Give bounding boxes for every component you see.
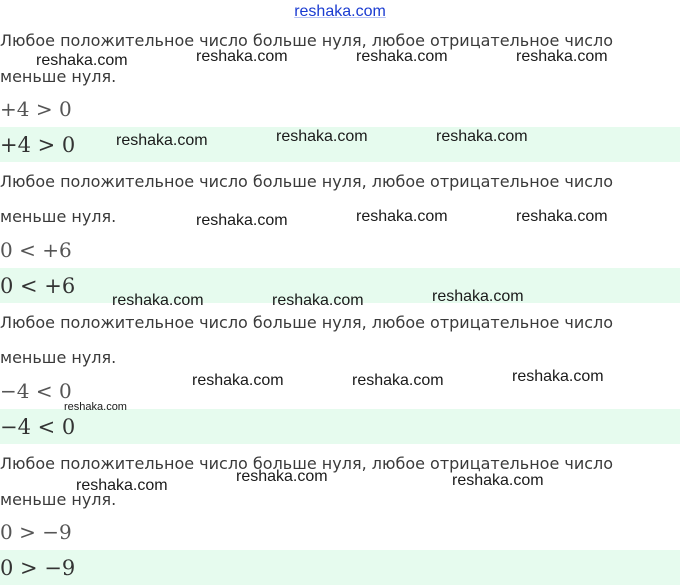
watermark: reshaka.com <box>236 468 328 485</box>
answer-expression: 0 < +6 <box>0 274 76 298</box>
watermark: reshaka.com <box>196 48 288 65</box>
rule-text-line-2: меньше нуля. <box>0 490 117 509</box>
answer-band <box>0 409 680 444</box>
watermark: reshaka.com <box>196 212 288 229</box>
watermark: reshaka.com <box>436 128 528 145</box>
rule-text-line-1: Любое положительное число больше нуля, любое отрицательное число <box>0 31 614 50</box>
watermark: reshaka.com <box>76 477 168 494</box>
expression: 0 < +6 <box>0 238 72 262</box>
answer-band <box>0 550 680 585</box>
rule-text-line-1: Любое положительное число больше нуля, любое отрицательное число <box>0 313 614 332</box>
site-header[interactable] <box>0 0 680 24</box>
watermark: reshaka.com <box>276 128 368 145</box>
expression: +4 > 0 <box>0 97 72 121</box>
watermark: reshaka.com <box>356 48 448 65</box>
rule-text-line-2: меньше нуля. <box>0 207 117 226</box>
watermark: reshaka.com <box>116 132 208 149</box>
rule-text-line-1: Любое положительное число больше нуля, любое отрицательное число <box>0 172 614 191</box>
watermark-small: reshaka.com <box>64 401 127 413</box>
answer-expression: −4 < 0 <box>0 415 76 439</box>
watermark: reshaka.com <box>516 208 608 225</box>
watermark: reshaka.com <box>192 372 284 389</box>
watermark: reshaka.com <box>272 292 364 309</box>
rule-text-line-2: меньше нуля. <box>0 348 117 367</box>
watermark: reshaka.com <box>452 472 544 489</box>
watermark: reshaka.com <box>432 288 524 305</box>
watermark: reshaka.com <box>352 372 444 389</box>
watermark: reshaka.com <box>512 368 604 385</box>
watermark: reshaka.com <box>36 52 128 69</box>
rule-text-line-1: Любое положительное число больше нуля, любое отрицательное число <box>0 454 614 473</box>
expression: 0 > −9 <box>0 520 72 544</box>
watermark: reshaka.com <box>516 48 608 65</box>
answer-expression: 0 > −9 <box>0 556 76 580</box>
watermark: reshaka.com <box>356 208 448 225</box>
site-link[interactable]: reshaka.com <box>294 3 386 20</box>
answer-expression: +4 > 0 <box>0 133 76 157</box>
watermark: reshaka.com <box>112 292 204 309</box>
rule-text-line-2: меньше нуля. <box>0 67 117 86</box>
expression: −4 < 0 <box>0 379 72 403</box>
